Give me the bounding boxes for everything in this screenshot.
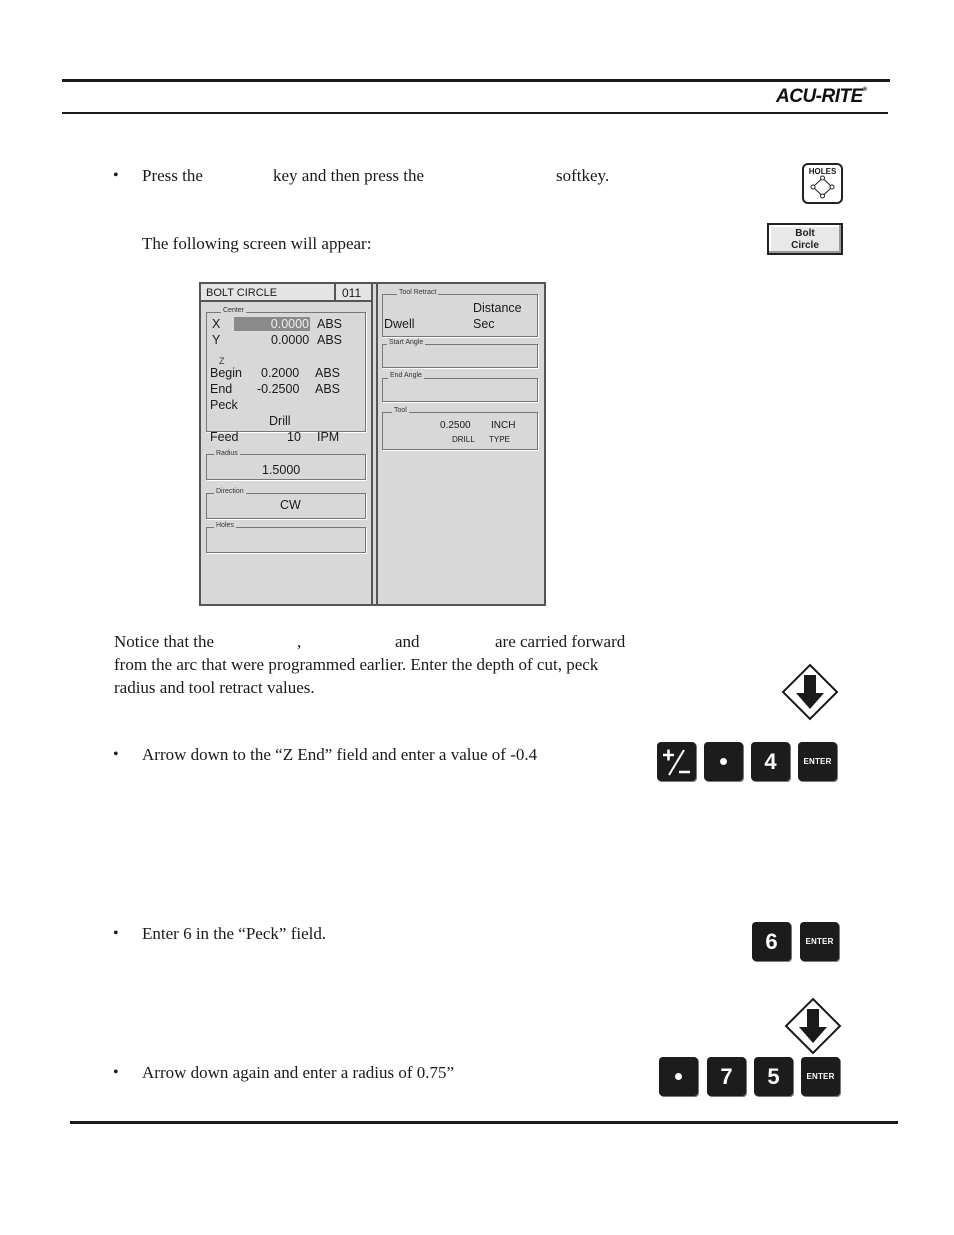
tool-group-label: Tool (394, 407, 407, 414)
bolt-circle-softkey-line1: Bolt (795, 228, 815, 239)
tool-group (382, 412, 538, 450)
screen-title-bar (201, 284, 371, 302)
step2-text: Arrow down to the “Z End” field and enter a value of -0.4 (142, 745, 538, 764)
step1-text-press: Press the (142, 166, 203, 185)
notice-text-a: Notice that the (114, 632, 215, 651)
plus-minus-key[interactable] (657, 742, 696, 781)
dwell-label: Dwell (384, 317, 415, 331)
holes-key-label: HOLES (808, 167, 837, 176)
decimal-point-icon (675, 1073, 682, 1080)
distance-label: Distance (473, 301, 522, 315)
y-value-field[interactable]: 0.0000 (271, 333, 310, 347)
notice-text-c: and (395, 632, 420, 651)
notice-text-line3: radius and tool retract values. (114, 678, 315, 697)
y-label: Y (212, 333, 221, 347)
begin-mode: ABS (315, 366, 341, 380)
feed-label: Feed (210, 430, 239, 444)
decimal-point-icon (720, 758, 727, 765)
footer-rule (70, 1121, 898, 1124)
step1-text-softkey: softkey. (556, 166, 610, 185)
x-label: X (212, 317, 221, 331)
z-group-label: Z (219, 356, 225, 366)
step4-text: Arrow down again and enter a radius of 0.75” (142, 1063, 455, 1082)
x-value-field[interactable]: 0.0000 (234, 317, 310, 331)
holes-key[interactable] (802, 163, 843, 204)
holes-group-label: Holes (216, 522, 234, 529)
logo-registered-mark: ® (862, 87, 867, 93)
logo-text: ACU-RITE (776, 86, 863, 107)
tool-retract-label: Tool Retract (399, 289, 437, 296)
four-key[interactable]: 4 (751, 742, 790, 781)
drill-label: Drill (269, 414, 291, 428)
plus-minus-icon (657, 742, 696, 781)
center-group-label: Center (223, 307, 245, 314)
enter-key[interactable]: ENTER (798, 742, 837, 781)
holes-group (206, 527, 366, 553)
bolt-circle-softkey-line2: Circle (791, 240, 819, 251)
notice-text-d: are carried forward (495, 632, 626, 651)
bolt-circle-softkey[interactable] (767, 223, 843, 255)
six-key[interactable]: 6 (752, 922, 791, 961)
acu-rite-logo (776, 86, 867, 108)
bolt-circle-screen (199, 282, 546, 606)
arrow-down-key[interactable] (781, 663, 839, 721)
notice-text-b: , (297, 632, 302, 651)
feed-value-field[interactable]: 10 (287, 430, 301, 444)
tool-kind: DRILL (452, 435, 475, 444)
screen-right-panel (376, 284, 544, 604)
tool-value-field[interactable]: 0.2500 (440, 420, 471, 431)
x-mode: ABS (317, 317, 343, 331)
notice-text-line2: from the arc that were programmed earlier. Enter the depth of cut, peck (114, 655, 599, 674)
start-angle-label: Start Angle (389, 339, 424, 346)
end-label: End (210, 382, 233, 396)
tool-type: TYPE (489, 435, 510, 444)
begin-value-field[interactable]: 0.2000 (261, 366, 300, 380)
begin-label: Begin (210, 366, 242, 380)
screen-intro-text: The following screen will appear: (142, 234, 372, 253)
bullet: • (113, 167, 119, 184)
screen-title: BOLT CIRCLE (206, 287, 278, 299)
bullet: • (113, 746, 119, 763)
bolt-circle-icon (804, 165, 841, 202)
end-angle-group (382, 378, 538, 402)
end-value-field[interactable]: -0.2500 (257, 382, 300, 396)
arrow-down-key[interactable] (784, 997, 842, 1055)
y-mode: ABS (317, 333, 343, 347)
radius-value-field[interactable]: 1.5000 (262, 463, 301, 477)
end-mode: ABS (315, 382, 341, 396)
enter-key[interactable]: ENTER (800, 922, 839, 961)
end-angle-label: End Angle (390, 372, 422, 379)
step3-text: Enter 6 in the “Peck” field. (142, 924, 327, 943)
enter-key[interactable]: ENTER (801, 1057, 840, 1096)
screen-program-number: 011 (334, 284, 361, 300)
header-rule-top (62, 79, 890, 82)
screen-left-panel (201, 284, 373, 604)
step1-text-key: key and then press the (273, 166, 425, 185)
bullet: • (113, 925, 119, 942)
sec-label: Sec (473, 317, 495, 331)
decimal-key[interactable] (704, 742, 743, 781)
tool-unit: INCH (491, 420, 516, 431)
direction-group-label: Direction (216, 488, 244, 495)
header-rule-bottom (62, 112, 888, 114)
start-angle-group (382, 344, 538, 368)
decimal-key[interactable] (659, 1057, 698, 1096)
seven-key[interactable]: 7 (707, 1057, 746, 1096)
peck-label: Peck (210, 398, 238, 412)
feed-unit: IPM (317, 430, 340, 444)
radius-group-label: Radius (216, 450, 238, 457)
direction-value-field[interactable]: CW (280, 498, 301, 512)
bullet: • (113, 1064, 119, 1081)
five-key[interactable]: 5 (754, 1057, 793, 1096)
